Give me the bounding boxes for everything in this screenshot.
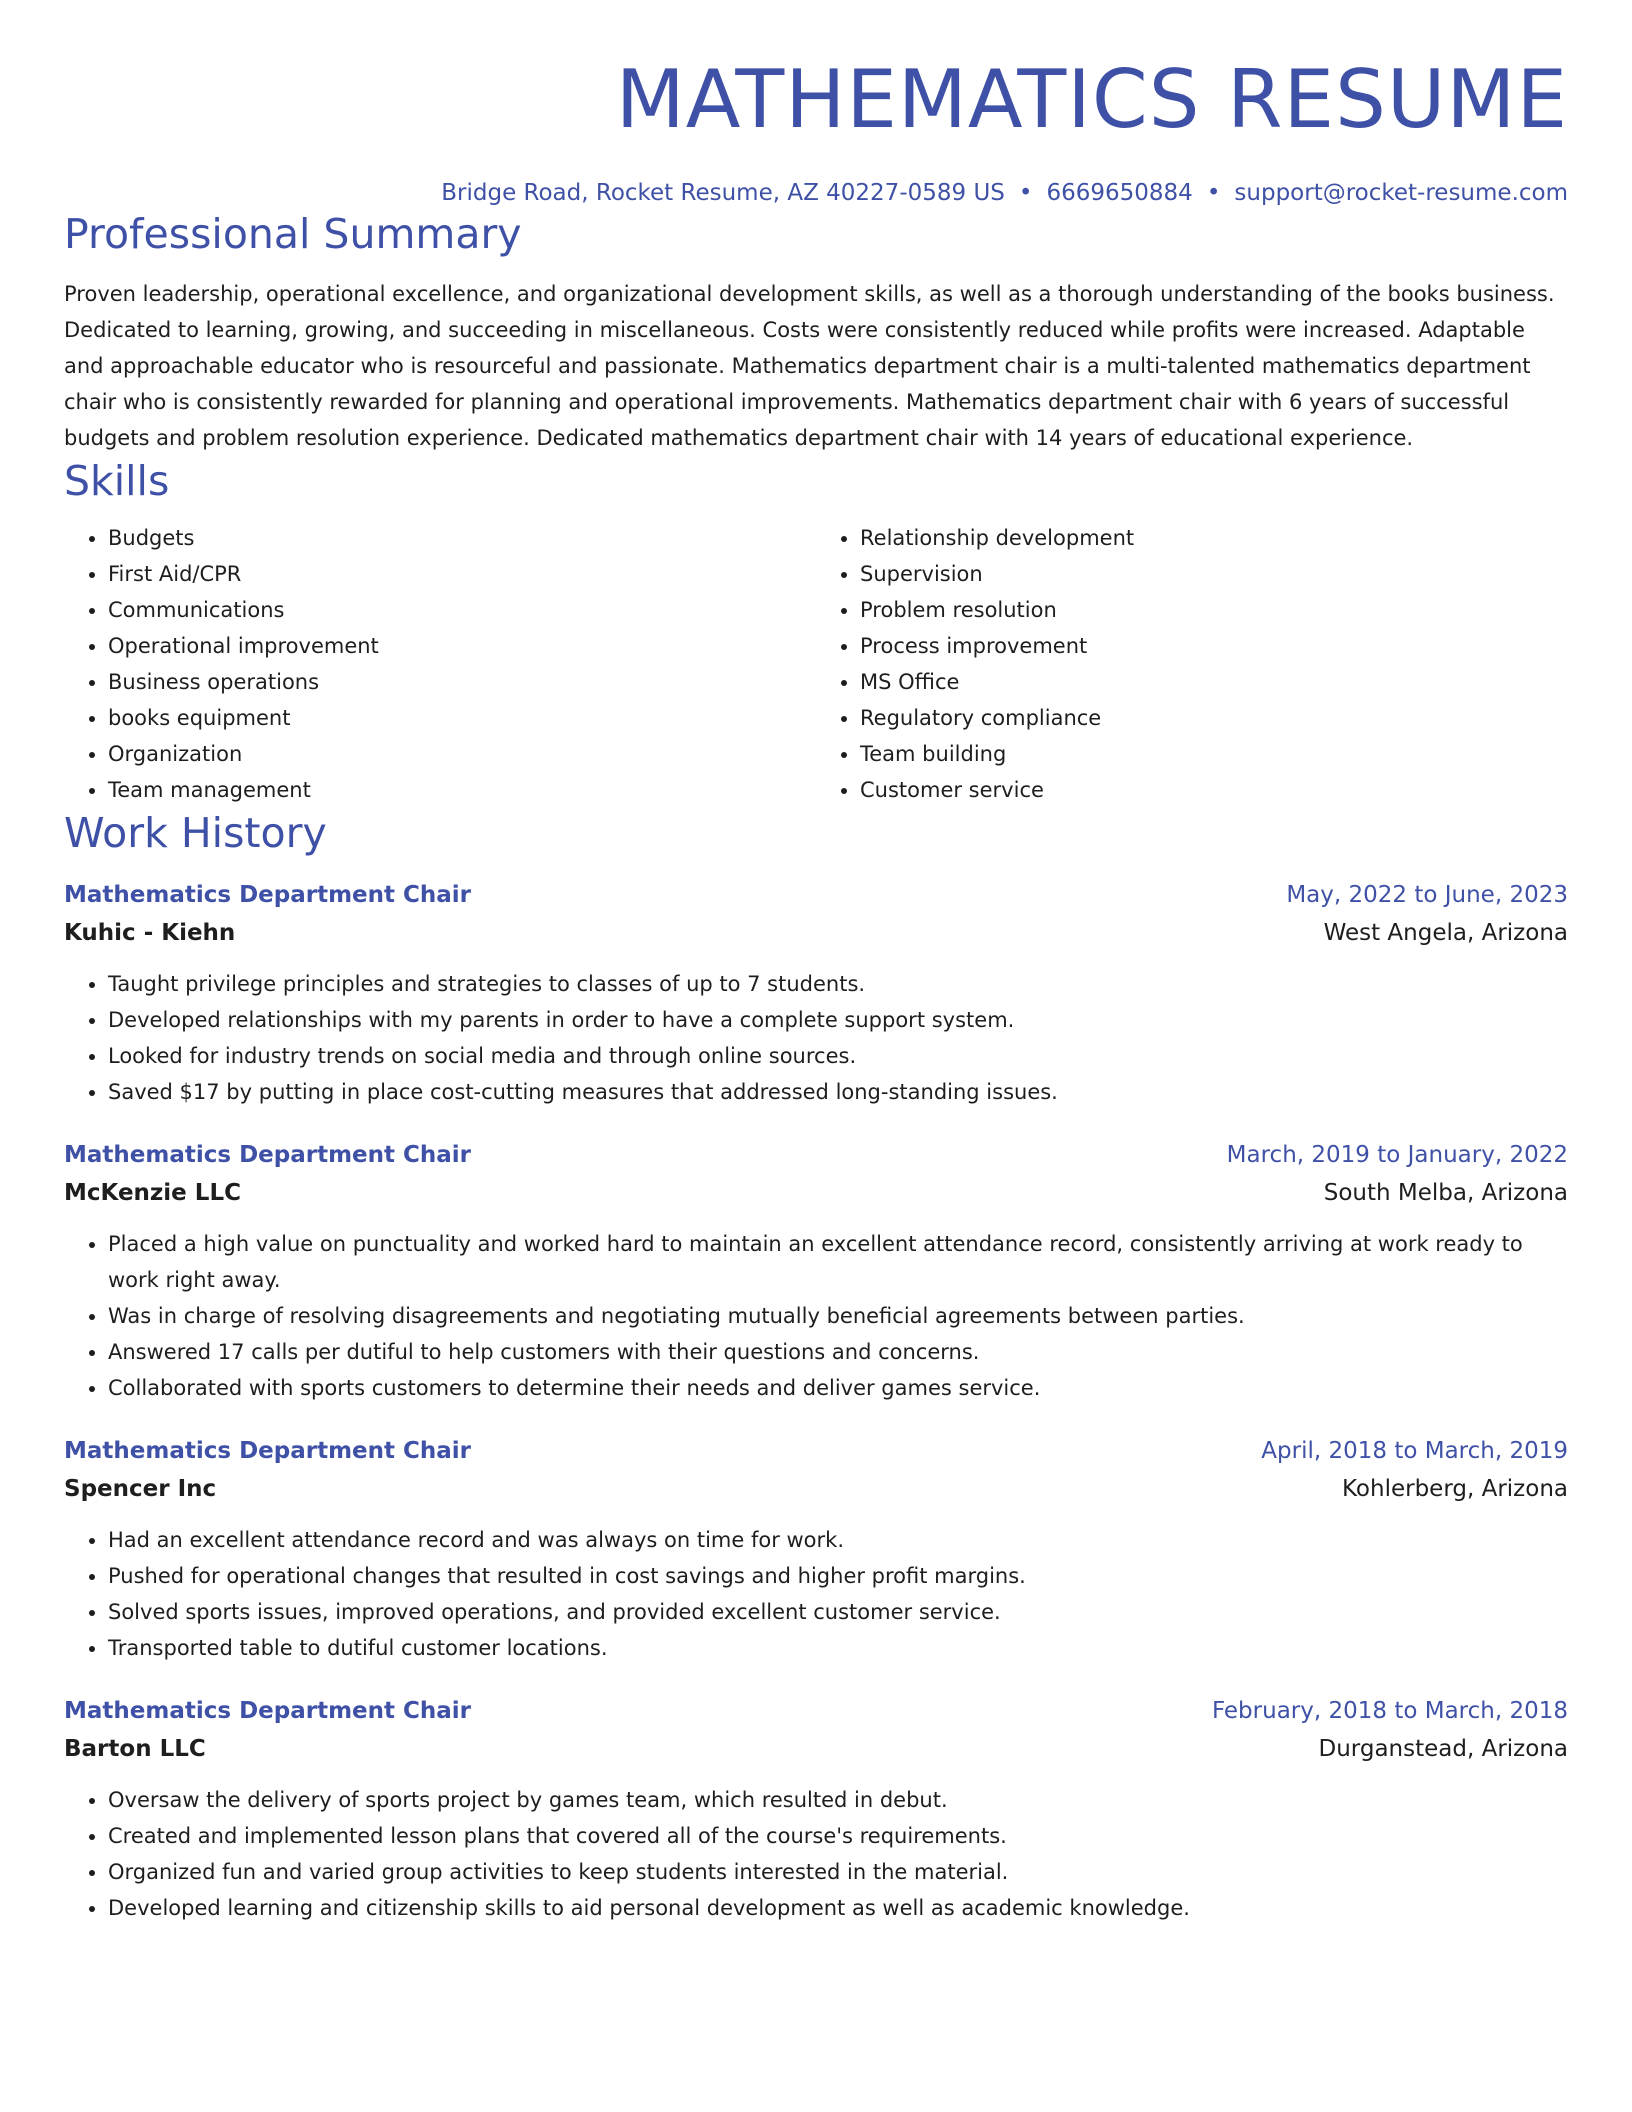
job-bullet: • Answered 17 calls per dutiful to help customers with their questions and concerns. (108, 1334, 1568, 1370)
job-company-row (64, 1470, 1568, 1508)
job-dates: May, 2022 to June, 2023 (1286, 882, 1568, 908)
skills-column-left (64, 520, 816, 808)
job-bullet: • Transported table to dutiful customer locations. (108, 1630, 1568, 1666)
job-bullet: • Oversaw the delivery of sports project by games team, which resulted in debut. (108, 1782, 1568, 1818)
skill-item: • books equipment (108, 700, 816, 736)
skill-item: • MS Office (860, 664, 1568, 700)
job-bullet: • Taught privilege principles and strategies to classes of up to 7 students. (108, 966, 1568, 1002)
job-company: McKenzie LLC (64, 1180, 241, 1206)
job-location: West Angela, Arizona (1323, 920, 1568, 946)
job-company-row (64, 1174, 1568, 1212)
job-dates: February, 2018 to March, 2018 (1211, 1698, 1568, 1724)
job-company: Kuhic - Kiehn (64, 920, 236, 946)
skill-item: • Supervision (860, 556, 1568, 592)
job-dates: April, 2018 to March, 2019 (1261, 1438, 1568, 1464)
contact-address: Bridge Road, Rocket Resume, AZ 40227-0589 US (441, 180, 1005, 206)
job-title: Mathematics Department Chair (64, 882, 472, 908)
work-history-heading: Work History (64, 809, 327, 857)
job-bullet: • Placed a high value on punctuality and worked hard to maintain an excellent attendance record, consistently arriving at work ready to work right away. (108, 1226, 1568, 1298)
skills-list (64, 520, 1568, 808)
job-location: Durganstead, Arizona (1318, 1736, 1568, 1762)
job-bullet: • Had an excellent attendance record and was always on time for work. (108, 1522, 1568, 1558)
contact-email: support@rocket-resume.com (1234, 180, 1568, 206)
skills-heading: Skills (64, 457, 170, 505)
job-title-row (64, 1136, 1568, 1174)
job-bullet: • Created and implemented lesson plans that covered all of the course's requirements. (108, 1818, 1568, 1854)
job-title-row (64, 1692, 1568, 1730)
contact-separator: • (1206, 180, 1221, 206)
job-title: Mathematics Department Chair (64, 1698, 472, 1724)
skill-item: • Relationship development (860, 520, 1568, 556)
skill-item: • Organization (108, 736, 816, 772)
job-bullet: • Was in charge of resolving disagreements and negotiating mutually beneficial agreements between parties. (108, 1298, 1568, 1334)
skill-item: • Operational improvement (108, 628, 816, 664)
job-location: South Melba, Arizona (1323, 1180, 1568, 1206)
job-location: Kohlerberg, Arizona (1341, 1476, 1568, 1502)
job-entry (64, 876, 1568, 1110)
job-bullet: • Saved $17 by putting in place cost-cutting measures that addressed long-standing issues. (108, 1074, 1568, 1110)
job-title-row (64, 876, 1568, 914)
job-bullets (64, 1522, 1568, 1666)
skill-item: • Process improvement (860, 628, 1568, 664)
resume-title: MATHEMATICS RESUME (615, 53, 1568, 146)
skill-item: • Problem resolution (860, 592, 1568, 628)
job-title-row (64, 1432, 1568, 1470)
job-bullet: • Solved sports issues, improved operations, and provided excellent customer service. (108, 1594, 1568, 1630)
job-company-row (64, 914, 1568, 952)
skills-column-right (816, 520, 1568, 808)
summary-text: Proven leadership, operational excellence, and organizational development skills, as well as a thorough understanding of the books business. Dedicated to learning, growing, and succeeding in miscellaneous. Costs were consistently reduced while profits were increased. Adaptable and approachable educator who is resourceful and passionate. Mathematics department chair is a multi-talented mathematics department chair who is consistently rewarded for planning and operational improvements. Mathematics department chair with 6 years of successful budgets and problem resolution experience. Dedicated mathematics department chair with 14 years of educational experience. (64, 282, 1555, 450)
contact-phone: 6669650884 (1046, 180, 1193, 206)
job-bullet: • Organized fun and varied group activities to keep students interested in the material. (108, 1854, 1568, 1890)
job-entry (64, 1692, 1568, 1926)
job-bullet: • Pushed for operational changes that resulted in cost savings and higher profit margins. (108, 1558, 1568, 1594)
job-entry (64, 1136, 1568, 1406)
skill-item: • Business operations (108, 664, 816, 700)
job-company: Barton LLC (64, 1736, 206, 1762)
skill-item: • First Aid/CPR (108, 556, 816, 592)
job-bullets (64, 1226, 1568, 1406)
job-bullets (64, 1782, 1568, 1926)
job-title: Mathematics Department Chair (64, 1142, 472, 1168)
job-bullet: • Developed relationships with my parents in order to have a complete support system. (108, 1002, 1568, 1038)
job-bullet: • Looked for industry trends on social media and through online sources. (108, 1038, 1568, 1074)
job-bullet: • Developed learning and citizenship skills to aid personal development as well as academic knowledge. (108, 1890, 1568, 1926)
skill-item: • Budgets (108, 520, 816, 556)
job-company: Spencer Inc (64, 1476, 217, 1502)
job-company-row (64, 1730, 1568, 1768)
job-bullet: • Collaborated with sports customers to determine their needs and deliver games service. (108, 1370, 1568, 1406)
contact-line (64, 177, 1568, 209)
summary-heading: Professional Summary (64, 210, 522, 258)
skill-item: • Communications (108, 592, 816, 628)
resume-header (64, 0, 1568, 209)
job-bullets (64, 966, 1568, 1110)
job-dates: March, 2019 to January, 2022 (1226, 1142, 1568, 1168)
skill-item: • Team management (108, 772, 816, 808)
contact-separator: • (1018, 180, 1033, 206)
skill-item: • Team building (860, 736, 1568, 772)
job-title: Mathematics Department Chair (64, 1438, 472, 1464)
job-entry (64, 1432, 1568, 1666)
skill-item: • Regulatory compliance (860, 700, 1568, 736)
skill-item: • Customer service (860, 772, 1568, 808)
